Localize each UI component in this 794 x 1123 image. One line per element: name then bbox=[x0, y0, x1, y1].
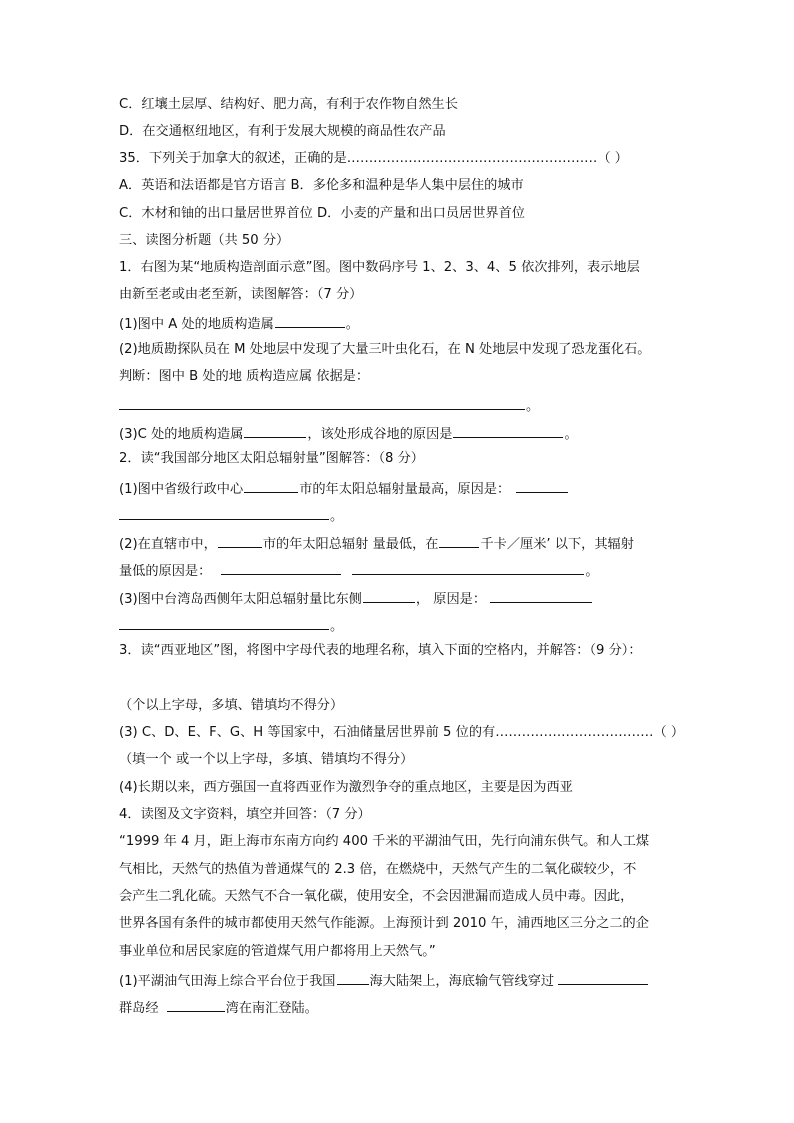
answer-blank[interactable] bbox=[167, 997, 225, 1012]
question-1-part-1 bbox=[119, 313, 359, 331]
text: 千卡／厘米’ 以下，其辐射 bbox=[480, 537, 634, 552]
question-1-intro-cont: 由新至老或由老至新，读图解答：（7 分） bbox=[119, 287, 363, 302]
passage-line-3: 会产生二乳化硫。天然气不合一氧化碳，使用安全，不会因泄漏而造成人员中毒。因此， bbox=[119, 889, 634, 904]
question-2-intro: 2．读“我国部分地区太阳总辐射量”图解答：（8 分） bbox=[119, 451, 424, 466]
text: 。 bbox=[330, 619, 344, 634]
question-35-options-cd: C．木材和铀的出口量居世界首位 D．小麦的产量和出口员居世界首位 bbox=[119, 206, 525, 221]
question-2-part-1-cont bbox=[119, 505, 343, 523]
question-2-part-2 bbox=[119, 533, 634, 551]
answer-blank[interactable] bbox=[439, 533, 479, 548]
answer-blank[interactable] bbox=[490, 588, 592, 603]
text: 海大陆架上，海底输气管线穿过 bbox=[369, 974, 555, 989]
answer-blank[interactable] bbox=[218, 533, 262, 548]
question-2-part-3-cont bbox=[119, 615, 343, 633]
question-2-part-1 bbox=[119, 478, 569, 496]
option-c-line: C．红壤土层厚、结构好、肥力高，有利于农作物自然生长 bbox=[119, 97, 458, 112]
answer-blank[interactable] bbox=[337, 970, 369, 985]
answer-blank[interactable] bbox=[119, 395, 525, 410]
question-4-intro: 4．读图及文字资料，填空并回答：（7 分） bbox=[119, 807, 371, 822]
answer-blank[interactable] bbox=[244, 478, 298, 493]
question-4-part-1 bbox=[119, 970, 649, 988]
option-d-line: D．在交通枢纽地区，有利于发展大规模的商品性农产品 bbox=[119, 124, 446, 139]
question-2-part-2-cont bbox=[119, 560, 599, 578]
answer-blank[interactable] bbox=[275, 313, 345, 328]
text: ，该处形成谷地的原因是 bbox=[307, 427, 453, 442]
question-35-options-ab: A．英语和法语都是官方语言 B．多伦多和温种是华人集中层住的城市 bbox=[119, 178, 524, 193]
text: 群岛经 bbox=[119, 1001, 159, 1016]
answer-blank[interactable] bbox=[453, 423, 563, 438]
question-4-part-1-cont bbox=[119, 997, 318, 1015]
text: (1)平湖油气田海上综合平台位于我国 bbox=[119, 974, 336, 989]
text: 。 bbox=[345, 317, 359, 332]
text: (1)图中 A 处的地质构造属 bbox=[119, 317, 274, 332]
question-1-part-2-judge: 判断：图中 B 处的地 质构造应属 依据是： bbox=[119, 369, 370, 384]
text: (2)在直辖市中， bbox=[119, 537, 217, 552]
text: 。 bbox=[564, 427, 578, 442]
question-3-part-4: (4)长期以来，西方强国一直将西亚作为激烈争夺的重点地区，主要是因为西亚 bbox=[119, 780, 573, 795]
text: (1)图中省级行政中心 bbox=[119, 482, 244, 497]
text: 。 bbox=[526, 399, 540, 414]
answer-blank[interactable] bbox=[244, 423, 306, 438]
text: 市的年太阳总辐射量最高，原因是： bbox=[299, 482, 511, 497]
question-3-note: （个以上字母，多填、错填均不得分） bbox=[119, 698, 344, 713]
answer-blank[interactable] bbox=[119, 615, 329, 630]
text: 市的年太阳总辐射 量最低，在 bbox=[262, 537, 439, 552]
answer-blank[interactable] bbox=[119, 505, 329, 520]
question-3-intro: 3．读“西亚地区”图，将图中字母代表的地理名称，填入下面的空格内，并解答：（9 分）： bbox=[119, 643, 642, 658]
answer-blank[interactable] bbox=[363, 588, 415, 603]
section-heading: 三、读图分析题（共 50 分） bbox=[119, 233, 290, 248]
answer-blank[interactable] bbox=[558, 970, 648, 985]
question-35: 35．下列关于加拿大的叙述，正确的是…………………………………………………（ ） bbox=[119, 151, 628, 166]
question-3-part-3: (3) C、D、E、F、G、H 等国家中，石油储量居世界前 5 位的有………………………………（ ） bbox=[119, 725, 685, 740]
passage-line-1: “1999 年 4 月，距上海市东南方向约 400 千米的平湖油气田，先行向浦东供气。和人工煤 bbox=[119, 834, 650, 849]
text: ， 原因是： bbox=[415, 592, 487, 607]
text: 。 bbox=[330, 509, 344, 524]
question-1-part-2: (2)地质勘探队员在 M 处地层中发现了大量三叶虫化石，在 N 处地层中发现了恐龙蛋化石。 bbox=[119, 342, 651, 357]
question-1-intro: 1．右图为某“地质构造剖面示意”图。图中数码序号 1、2、3、4、5 依次排列，表示地层 bbox=[119, 260, 640, 275]
text: (3)C 处的地质构造属 bbox=[119, 427, 244, 442]
answer-blank[interactable] bbox=[516, 478, 568, 493]
question-3-part-3-note: （填一个 或一个以上字母，多填、错填均不得分） bbox=[119, 752, 414, 767]
text: 湾在南汇登陆。 bbox=[225, 1001, 318, 1016]
question-1-part-3 bbox=[119, 423, 578, 441]
question-2-part-3 bbox=[119, 588, 593, 606]
answer-blank[interactable] bbox=[352, 560, 584, 575]
passage-line-5: 事业单位和居民家庭的管道煤气用户都将用上天然气。” bbox=[119, 944, 436, 959]
text: 。 bbox=[585, 564, 599, 579]
passage-line-4: 世界各国有条件的城市都使用天然气作能源。上海预计到 2010 午，浦西地区三分之二的企 bbox=[119, 916, 649, 931]
text: 量低的原因是： bbox=[119, 564, 212, 579]
passage-line-2: 气相比，天然气的热值为普通煤气的 2.3 倍，在燃烧中，天然气产生的二氧化碳较少，不 bbox=[119, 862, 637, 877]
question-1-part-2-answer bbox=[119, 395, 539, 413]
text: (3)图中台湾岛西侧年太阳总辐射量比东侧 bbox=[119, 592, 362, 607]
answer-blank[interactable] bbox=[221, 560, 341, 575]
